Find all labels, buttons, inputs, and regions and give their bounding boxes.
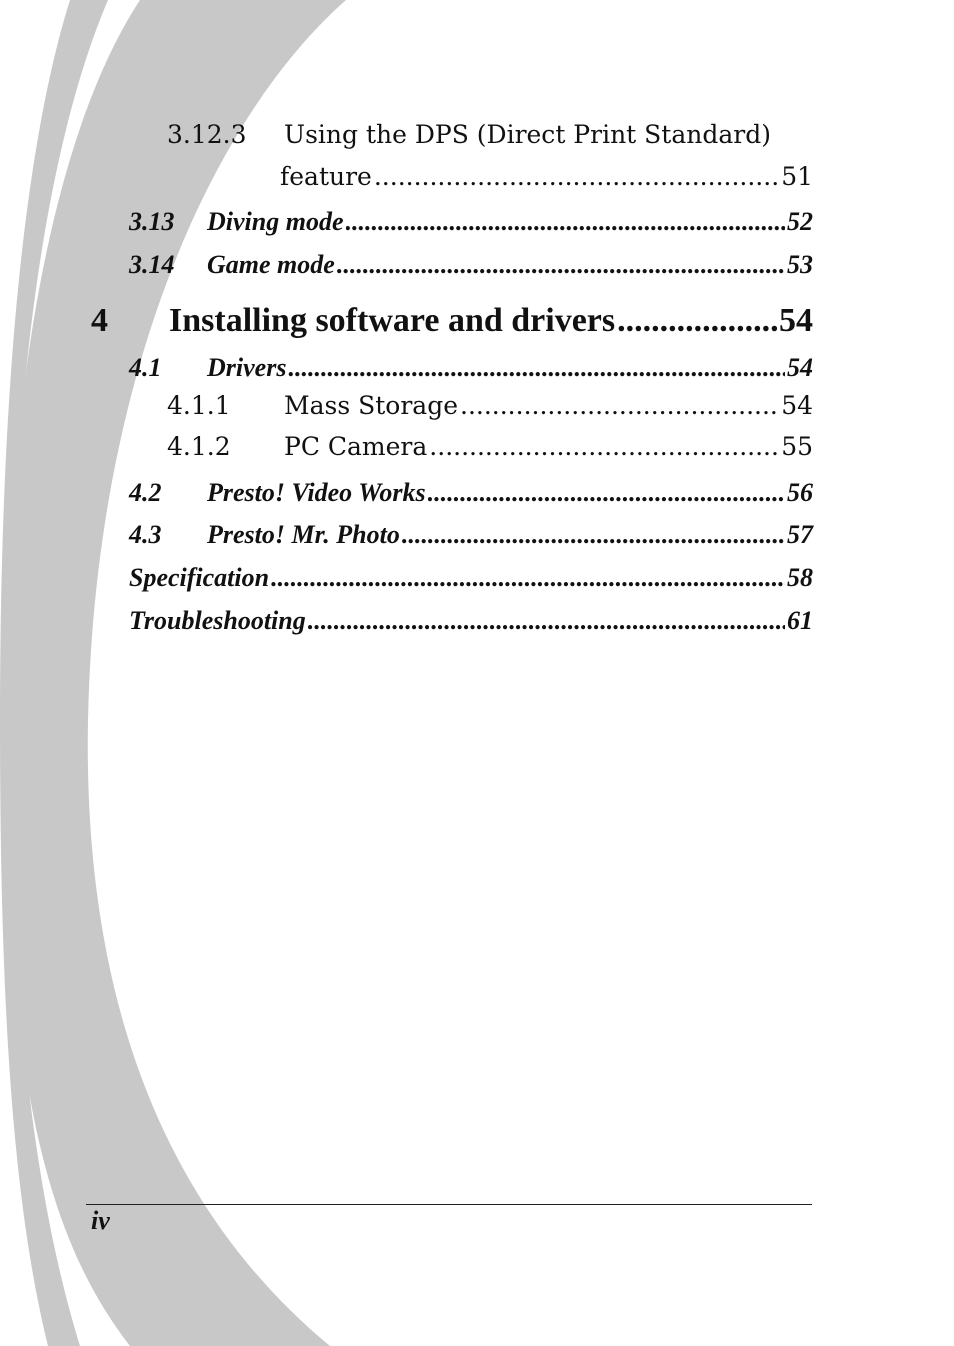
toc-leader-dots bbox=[288, 353, 785, 383]
toc-entry-3-12-3-line1[interactable] bbox=[167, 120, 771, 149]
toc-page-number: 54 bbox=[779, 302, 813, 339]
toc-entry-3-13[interactable] bbox=[129, 207, 813, 237]
toc-number: 4.1.2 bbox=[167, 432, 231, 461]
toc-number: 4.2 bbox=[129, 478, 162, 507]
toc-page-number: 54 bbox=[781, 391, 813, 420]
toc-leader-dots bbox=[308, 606, 785, 636]
toc-leader-dots bbox=[429, 432, 779, 461]
toc-entry-3-12-3-line2[interactable] bbox=[280, 162, 813, 191]
footer-divider bbox=[86, 1204, 812, 1205]
toc-number: 3.12.3 bbox=[167, 120, 247, 149]
toc-page-number: 61 bbox=[787, 606, 813, 635]
toc-page-number: 57 bbox=[787, 520, 813, 549]
toc-title: Using the DPS (Direct Print Standard) bbox=[284, 120, 771, 149]
toc-number: 4.1.1 bbox=[167, 391, 231, 420]
toc-entry-specification[interactable] bbox=[129, 563, 813, 593]
toc-title: Diving mode bbox=[207, 207, 344, 236]
toc-entry-4-2[interactable] bbox=[129, 478, 813, 508]
toc-chapter-number: 4 bbox=[91, 302, 108, 339]
toc-number: 3.14 bbox=[129, 250, 175, 279]
toc-leader-dots bbox=[337, 250, 785, 280]
toc-leader-dots bbox=[428, 478, 785, 508]
toc-leader-dots bbox=[374, 162, 779, 191]
toc-chapter-title: Installing software and drivers bbox=[169, 302, 616, 339]
toc-page-number: 52 bbox=[787, 207, 813, 236]
toc-title: PC Camera bbox=[284, 432, 428, 461]
toc-entry-3-14[interactable] bbox=[129, 250, 813, 280]
toc-title-continued: feature bbox=[280, 162, 372, 191]
toc-leader-dots bbox=[402, 520, 785, 550]
toc-title: Mass Storage bbox=[284, 391, 458, 420]
toc-entry-troubleshooting[interactable] bbox=[129, 606, 813, 636]
toc-page-number: 55 bbox=[781, 432, 813, 461]
toc-number: 3.13 bbox=[129, 207, 175, 236]
toc-leader-dots bbox=[460, 391, 779, 420]
toc-title: Presto! Mr. Photo bbox=[207, 520, 400, 549]
toc-entry-4-1-2[interactable] bbox=[167, 432, 813, 461]
toc-title: Game mode bbox=[207, 250, 335, 279]
toc-chapter-4[interactable] bbox=[91, 302, 813, 340]
toc-page-number: 51 bbox=[781, 162, 813, 191]
toc-entry-4-1[interactable] bbox=[129, 353, 813, 383]
toc-number: 4.3 bbox=[129, 520, 162, 549]
toc-entry-4-3[interactable] bbox=[129, 520, 813, 550]
toc-page-number: 58 bbox=[787, 563, 813, 592]
toc-title: Specification bbox=[129, 563, 270, 592]
toc-leader-dots bbox=[617, 302, 777, 340]
toc-page-number: 56 bbox=[787, 478, 813, 507]
footer-page-number: iv bbox=[91, 1206, 110, 1235]
toc-page-number: 53 bbox=[787, 250, 813, 279]
toc-leader-dots bbox=[271, 563, 785, 593]
toc-title: Presto! Video Works bbox=[207, 478, 426, 507]
toc-leader-dots bbox=[346, 207, 786, 237]
toc-page-number: 54 bbox=[787, 353, 813, 382]
toc-title: Troubleshooting bbox=[129, 606, 306, 635]
swoosh-wide-band bbox=[5, 0, 346, 1346]
toc-entry-4-1-1[interactable] bbox=[167, 391, 813, 420]
toc-title: Drivers bbox=[207, 353, 287, 382]
toc-number: 4.1 bbox=[129, 353, 162, 382]
